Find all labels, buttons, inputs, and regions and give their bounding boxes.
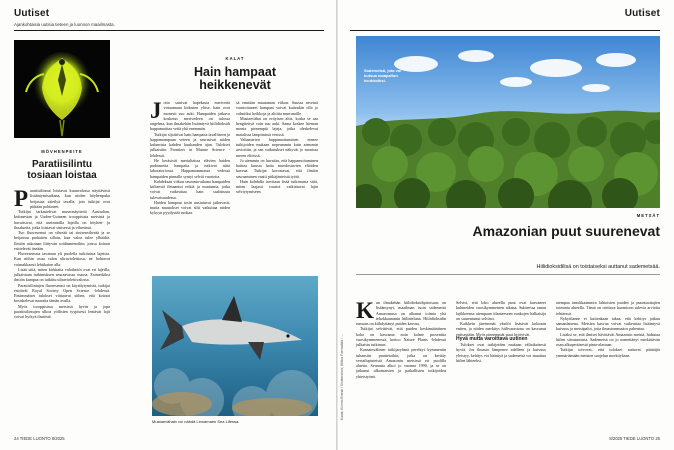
section-subtitle: Ajankohtaisia uutisia tieteen ja luonnon maailmasta. (14, 22, 115, 27)
section-title: Uutiset (14, 8, 50, 19)
article3-body-col3: aiempaa innokkaammin lahtoisten puiden ja puuntuottajien toiminta alueella. Tämä on otettava huomioon tulevia arvioita tehtäessä. Nykytilanne ei kuitenkaan takaa, että kehitys jatkuu samanlaisena. Metsien kasvua voivat vaikeuttaa lisääntyvä kuivuus ja metsäpalot, joita ilmastonmuutos pahentaa. Lisäksi se, että ilmiset hävittävät Amazonin metsiä, hidastaa hiilen sitoutumista. Sademetsä on jo menettänyt merkittävän osan alkuperäisestä pinta-alastaan. Tutkijat toivovat, että tulokset auttavat päättäjiä ymmärtämään metsien suojelun merkityksen. (556, 300, 660, 358)
rainforest-photo (356, 36, 660, 208)
bird-photo (14, 40, 110, 138)
right-footer: 8/2025 TIEDE LUONTO 25 (609, 436, 660, 441)
article2-headline: Hain hampaat heikkenevät (194, 65, 276, 93)
article1-body: Paratiisilinnut loistavat kuunvalossa näyttävästi lisääntymisaikana, kun niiden höyhenpuku heijastaa säteilyä tavalla, jota tutkijat ovat pitkään pohtineet. Tutkijat tarkastelivat museonäytteitä Australian, Indonesian ja Uuden-Guinean trooppisista metsistä ja havaitsivat, että useimmilla lajeilla on höyhen- ja ihoalueita, jotka loistavat sinisessä ja vihreässä. Tuo fluoresenssi on vihreää tai sinisenvihreää ja se heijastuu parhaiten silloin, kun valoa tulee ylhäältä. Ilmiön uskotaan liittyvän soidinmenoihin, joissa koiraat esittelevät itseään. Fluoresenssia tavataan yli puolella tutkituista lajeista. Kun niihin osuu valon ultraviolettiosa, ne hohtavat voimakkaasti lehtikaton alla. Lisää siitä, miten kirkkaita valoilmiöt ovat eri lajeilla, julkaistaan tutkimuksen seuraavassa osassa. Esimerkiksi ilmiön kampaa on tutkittu ultraviolettivalossa. Paratiisilintujen fluoresenssi on käyttäytymistä, tutkijat esittävät Royal Society Open Science -lehdessä. Ensimmäiset tulokset viittaavat siihen, että koiraat kosiskelevat naaraita tämän avulla. Myös trooppisissa metsissä hyvin ja jopa paratiisilintujen ulkoa yöllisten tyypisesti lentävät lajit voivat hyötyä ilmiöstä. (14, 188, 110, 319)
article3-body-col2: Selvisi, että loko alueella puut ovat kasvaneet kuluneiden vuosikymmenten aikana. Suhteessa oman lajikkeensa aiempaan tilanteeseen runkojen halkaisija on suurentunut selvästi. Kaikkein järeimmät yksilöt lisäsivät kokoaan eniten, ja niiden merkitys hiilivarastona on kasvanut entisestään. Myös pienemmät puut hyötyivät. Hyvä mutta varoittava uutinen Tulokset ovat tutkijoiden mukaan väliaikaisesti hyviä. Jos ilmasto lämpenee edelleen ja kuivuus yleistyy, kehitys voi kääntyä ja sademetsä voi muuttua hiilen lähteeksi. (456, 300, 546, 363)
dropcap: K (356, 300, 374, 323)
shark-icon (152, 276, 318, 416)
rainforest-canopy-icon (356, 36, 660, 208)
intertitle: Hyvä mutta varoittava uutinen (456, 335, 528, 342)
header-rule (14, 30, 324, 31)
article2-body-col1: Jotta saisivat hapekasta merivettä virtaamaan kidusten ylitse, hain ovat monesti suu auki. Hampaiden jatkuva kosketus merivedeen on tulossa ongelma, kun ilmakehän lisääntyvä hiilidioksidi happamoittaa vettä yhä enemmän. Tutkijat sijoittivat hain hampaita tavalliseen ja happamampaan veteen ja seurasivat niiden kulumista kahden kuukauden ajan. Tulokset julkaistiin Frontiers in Marine Science -lehdessä. He keräsivät merialtaissa elävien haiden pudonneita hampaita ja tutkivat niitä laboratoriossa. Happamammassa vedessä hampaiden pinnalle syntyi selviä vaurioita. Kahdeksan viikon seuranta-aikana hampaiden kiilteestä ilmaantui reikiä ja murtumia, jotka voivat vaikeuttaa hain saalistusta tulevaisuudessa. Haiden hampaat tosin uusiutuvat jatkuvasti, mutta muutokset voivat silti vaikuttaa niiden kykyyn pyydystää ruokaa. (150, 100, 230, 216)
header-rule (350, 30, 660, 31)
article2-kicker: KALAT (225, 56, 245, 61)
article3-kicker: METSÄT (636, 213, 660, 218)
subhead-rule (356, 274, 660, 275)
rainforest-caption: Sademetsä, jota voi kutsua maapallon keuhkoiksi. (364, 68, 402, 83)
bird-of-paradise-icon (14, 40, 110, 138)
right-page (338, 0, 674, 450)
article1-headline: Paratiisilintu tosiaan loistaa (27, 159, 97, 181)
left-footer: 24 TIEDE LUONTO 8/2025 (14, 436, 65, 441)
section-title: Uutiset (624, 8, 660, 19)
article3-subhead: Hiilidioksidilisä on toistaiseksi auttanut sademetsää. (536, 264, 660, 270)
left-page (0, 0, 336, 450)
dropcap: P (14, 188, 29, 211)
photo-credit: Kuvat: Kimmo Brandt / Shutterstock, Hilkka Fuensalida / ... (340, 334, 344, 420)
shark-photo (152, 276, 318, 416)
article2-body-col2: sä enntään muutaman viikon. Suussa niveinä vaurioituneet hampaat voivat kuitenkin olla jo valmiiksi heikkoja ja alttiita murtumille. Mustaevähai on erityisen altis, koska se saa hengitettyä vain suu auki. Sama koskee hieman monia pienempiä lajeja, jotka oleskelevat matalissa lämpimissä vesissä. Valtamerien happamoituminen etenee tutkijoiden mukaan nopeammin kuin aiemmin arvioitiin, ja sen vaikutukset näkyvät jo monissa meren eliöissä. Jo aiemmin on havaittu, että happamoituminen haittaa kuusta hatta muodostavien eliöiden kasvua. Tutkijat korostavat, että ilmiön seuraaminen vaatii pitkäjänteistä työtä. Hain kohdalla tarvitaan lisää tutkimusta siitä, miten laajasti vauriot vaikuttavat lajin selviytymiseen. (236, 100, 318, 195)
article3-body-col1: Kun ilmakehän hiilidioksidipitoisuus on lisääntynyt, maailman isoin sademetsä Amazonassa on alkanut toimia yhä tehokkaammin hiilinieluna. Hiilidioksidin runsaus on kiihdyttänyt puiden kasvua. Tutkijat selvittivät, että puiden keskimääräinen koko on kasvanut noin kolme prosenttia vuosikymmenessä, kertoo Nature Plants -lehdessä julkaistu tutkimus. Kansainvälinen tutkijaryhmä perehtyi kymmeniin tuhansiin puutietoihin, jotka on kerätty vertailupisteistä Amazonin metsissä eri puolilla aluetta. Seuranta alkoi jo vuonna 1990, ja se on jatkunut ulkomaisten ja paikallisten tutkijoiden yhteistyönä. (356, 300, 446, 379)
article3-headline: Amazonian puut suurenevat (472, 223, 660, 239)
shark-caption: Mustaevähain voi nähdä Linnamaen Sea Lifessa. (152, 419, 240, 424)
dropcap: J (150, 100, 162, 123)
article1-kicker: MÖVHENPEITE (41, 149, 83, 154)
